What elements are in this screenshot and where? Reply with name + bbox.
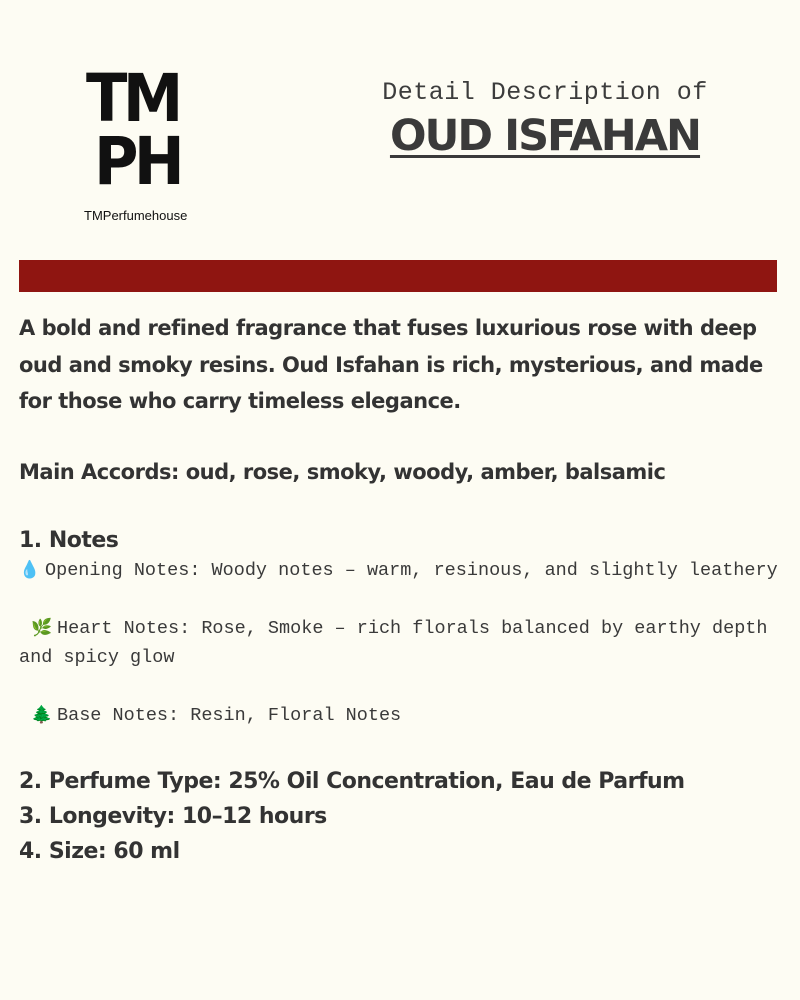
note-text: Opening Notes: Woody notes – warm, resinous, and slightly leathery [45, 559, 778, 581]
note-text: Heart Notes: Rose, Smoke – rich florals balanced by earthy depth and spicy glow [19, 617, 768, 668]
logo-line-1: TM [86, 60, 179, 137]
note-text: Base Notes: Resin, Floral Notes [57, 704, 402, 726]
product-facts [19, 764, 784, 869]
logo-caption: TMPerfumehouse [84, 208, 188, 223]
herb-icon: 🌿 [31, 617, 53, 638]
product-title: OUD ISFAHAN [389, 111, 701, 161]
droplet-icon: 💧 [19, 559, 41, 580]
product-description: A bold and refined fragrance that fuses luxurious rose with deep oud and smoky resins. Oud Isfahan is rich, mysterious, and made for those who carry timeless elegance. [19, 316, 763, 413]
notes-heading: 1. Notes [19, 527, 119, 553]
evergreen-tree-icon: 🌲 [31, 704, 53, 725]
main-accords: Main Accords: oud, rose, smoky, woody, amber, balsamic [19, 459, 666, 484]
page-subtitle: Detail Description of [382, 78, 708, 107]
description-section [19, 310, 784, 869]
note-item-opening [19, 556, 784, 585]
brand-logo [84, 60, 210, 228]
logo-line-2: PH [94, 122, 181, 200]
fact-size: 4. Size: 60 ml [19, 838, 180, 864]
note-item-heart [19, 614, 784, 672]
page-header [350, 78, 740, 161]
logo-monogram [84, 60, 210, 200]
fact-longevity: 3. Longevity: 10–12 hours [19, 803, 327, 829]
note-item-base [19, 701, 784, 730]
divider-bar [19, 260, 777, 292]
fact-perfume-type: 2. Perfume Type: 25% Oil Concentration, Eau de Parfum [19, 768, 685, 794]
